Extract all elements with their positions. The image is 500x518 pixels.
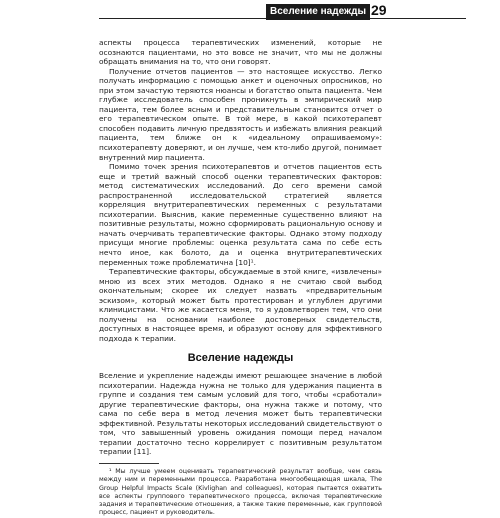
page-number: 29	[371, 2, 387, 18]
paragraph-4: Терапевтические факторы, обсуждаемые в этой книге, «извлечены» мною из всех этих методов. Однако я не считаю свой выбод окончательным; скорее их следует назвать «предварительным эскизом», который может быть протестирован и углублен другими клиницистами. Что же касается меня, то я удовлетворен тем, что они получены на основании наиболее достоверных свидетельств, доступных в настоящее время, и образуют основу для эффективного подхода к терапии.	[99, 267, 382, 343]
paragraph-2: Получение отчетов пациентов — это настоящее искусство. Легко получать информацию с помощью анкет и оценочных опросников, но при этом зачастую теряются нюансы и богатство опыта пациента. Чем глубже исследователь способен проникнуть в эмпирический мир пациента, тем более ясным и представительным становится отчет о его терапевтическом опыте. В той мере, в какой психотерапевт способен подавить личную предвзятость и избежать влияния реакций пациента, тем ближе он к «идеальному опрашиваемому»: психотерапевту доверяют, и он лучше, чем кто-либо другой, понимает внутренний мир пациента.	[99, 66, 382, 162]
footnote: ¹ Мы лучше умеем оценивать терапевтический результат вообще, чем связь между ним и переменными процесса. Разработана многообещающая шкала, The Group Helpful Impacts Scale (Kivlighan and colleagues), которая пытается охватить все аспекты группового терапевтического процесса, включая терапевтические задания и терапевтические отношения, а также такие переменные, как групповой процесс, пациент и руководитель.	[99, 467, 382, 517]
running-title: Вселение надежды	[266, 4, 370, 20]
section-heading: Вселение надежды	[187, 351, 294, 364]
paragraph-3: Помимо точек зрения психотерапевтов и отчетов пациентов есть еще и третий важный способ оценки терапевтических факторов: метод систематических исследований. До сего времени самой распространенной исследовательской стратегией является корреляция внутритерапевтических переменных с результатами психотерапии. Выяснив, какие переменные существенно влияют на позитивные результаты, можно сформировать рациональную основу и начать очерчивать терапевтические факторы. Однако этому подходу присущи многие проблемы: оценка результата сама по себе есть нечто иное, как болото, да и оценка внутритерапевтических переменных тоже проблематична [10]¹.	[99, 162, 382, 267]
running-header	[0, 0, 500, 30]
footnote-divider	[99, 463, 159, 464]
paragraph-5: Вселение и укрепление надежды имеют решающее значение в любой психотерапии. Надежда нужна не только для удержания пациента в группе и создания тем самым условий для того, чтобы «сработали» другие терапевтические факторы, она нужна также и потому, что сама по себе вера в метод лечения может быть терапевтически эффективной. Результаты некоторых исследований свидетельствуют о том, что завышенный уровень ожидания помощи перед началом терапии достаточно тесно коррелирует с позитивным результатом терапии [11].	[99, 371, 382, 457]
paragraph-1: аспекты процесса терапевтических изменений, которые не осознаются пациентами, но это вовсе не значит, что мы не должны обращать внимания на то, что они говорят.	[99, 38, 382, 67]
main-text	[99, 38, 382, 518]
